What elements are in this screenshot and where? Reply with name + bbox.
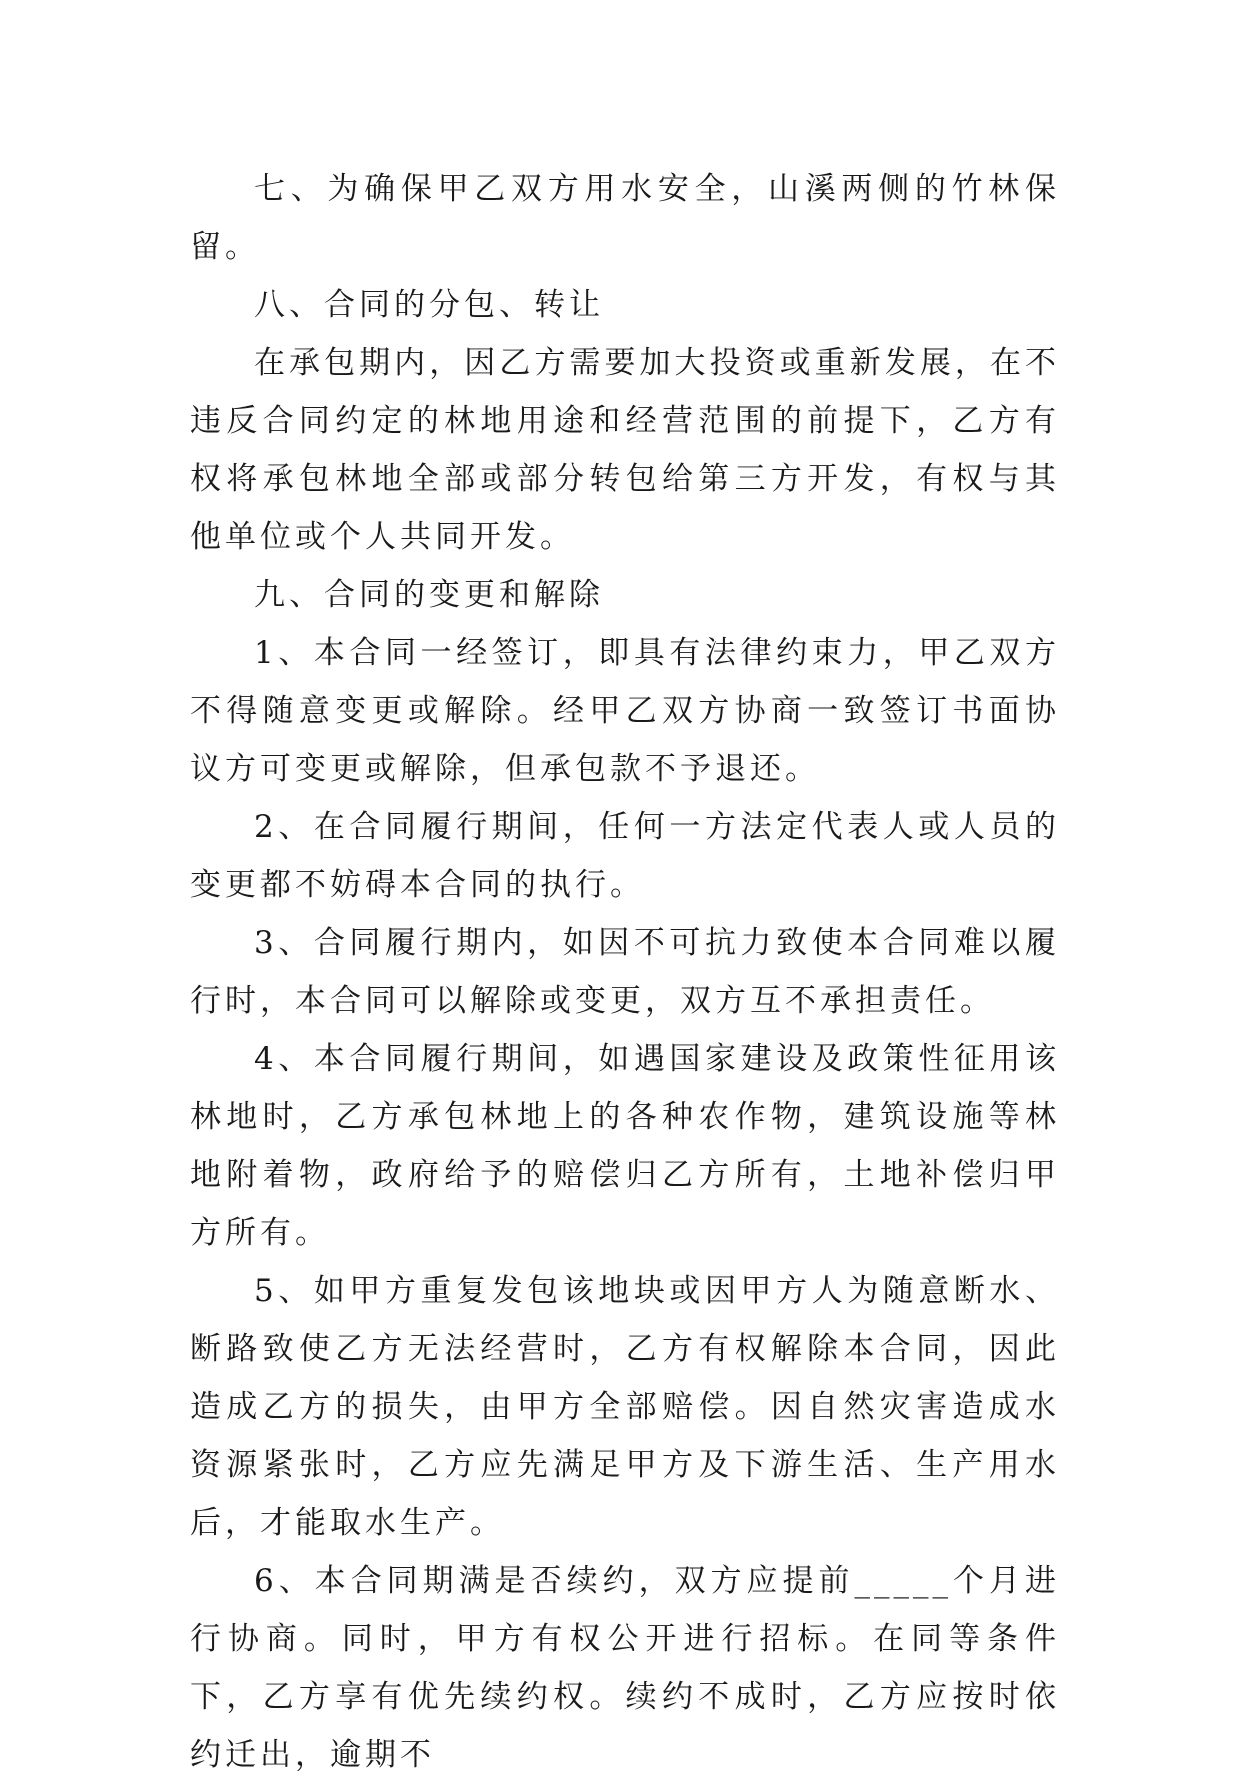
heading-8-subcontract-transfer: 八、合同的分包、转让 <box>254 287 604 323</box>
clause-2: 2、在合同履行期间，任何一方法定代表人或人员的变更都不妨碍本合同的执行。 <box>190 809 1060 903</box>
clause-6: 6、本合同期满是否续约，双方应提前_____个月进行协商。同时，甲方有权公开进行招标。在同等条件下，乙方享有优先续约权。续约不成时，乙方应按时依约迁出，逾期不 <box>190 1563 1060 1773</box>
clause-3: 3、合同履行期内，如因不可抗力致使本合同难以履行时，本合同可以解除或变更，双方互不承担责任。 <box>190 925 1060 1019</box>
clause-4: 4、本合同履行期间，如遇国家建设及政策性征用该林地时，乙方承包林地上的各种农作物，建筑设施等林地附着物，政府给予的赔偿归乙方所有，土地补偿归甲方所有。 <box>190 1041 1060 1251</box>
clause-1: 1、本合同一经签订，即具有法律约束力，甲乙双方不得随意变更或解除。经甲乙双方协商一致签订书面协议方可变更或解除，但承包款不予退还。 <box>190 635 1060 787</box>
paragraph-7-water-safety: 七、为确保甲乙双方用水安全，山溪两侧的竹林保留。 <box>190 171 1060 265</box>
clause-5: 5、如甲方重复发包该地块或因甲方人为随意断水、断路致使乙方无法经营时，乙方有权解除本合同，因此造成乙方的损失，由甲方全部赔偿。因自然灾害造成水资源紧张时，乙方应先满足甲方及下游生活、生产用水后，才能取水生产。 <box>190 1273 1060 1541</box>
paragraph-subcontract-terms: 在承包期内，因乙方需要加大投资或重新发展，在不违反合同约定的林地用途和经营范围的前提下，乙方有权将承包林地全部或部分转包给第三方开发，有权与其他单位或个人共同开发。 <box>190 345 1060 555</box>
document-body <box>190 160 1060 1784</box>
heading-9-change-termination: 九、合同的变更和解除 <box>254 577 604 613</box>
